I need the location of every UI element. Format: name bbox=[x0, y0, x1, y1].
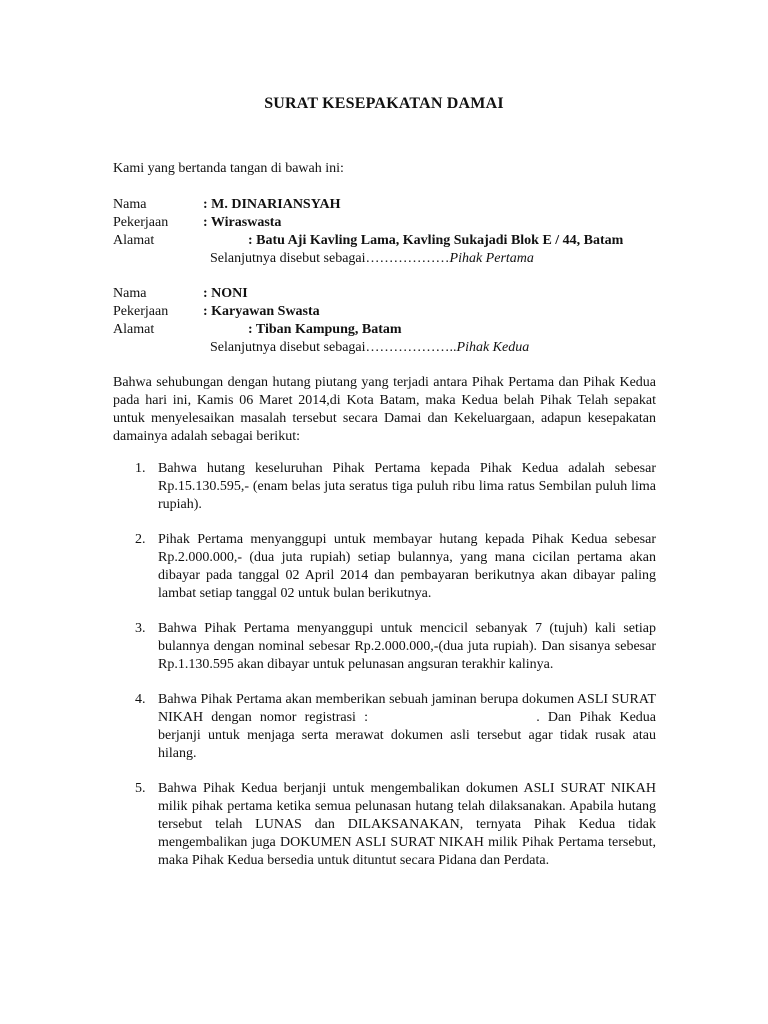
agreement-paragraph: Bahwa sehubungan dengan hutang piutang yang terjadi antara Pihak Pertama dan Pihak Kedua pada hari ini, Kamis 06 Maret 2014,di Kota Batam, maka Kedua belah Pihak Telah sepakat untuk menyelesaikan masalah tersebut secara Damai dan Kekeluargaan, adapun kesepakatan damainya adalah sebagai berikut: bbox=[113, 375, 656, 444]
party-second-block bbox=[113, 285, 673, 357]
party-second-address: : Tiban Kampung, Batam bbox=[248, 322, 402, 337]
party-second-job: : Karyawan Swasta bbox=[203, 304, 320, 319]
alias-text: Selanjutnya disebut sebagai……………….. bbox=[210, 340, 457, 355]
list-item-number: 1. bbox=[135, 461, 146, 476]
party-first-job-row bbox=[113, 214, 673, 232]
alias-role: Pihak Kedua bbox=[456, 340, 530, 355]
address-label: Alamat bbox=[113, 233, 155, 248]
list-item-number: 2. bbox=[135, 532, 146, 547]
job-label: Pekerjaan bbox=[113, 215, 169, 230]
party-first-name-row bbox=[113, 196, 673, 214]
list-item bbox=[113, 460, 656, 514]
party-second-alias bbox=[210, 339, 529, 357]
party-second-address-row bbox=[113, 321, 673, 339]
alias-role: Pihak Pertama bbox=[449, 251, 534, 266]
intro-line: Kami yang bertanda tangan di bawah ini: bbox=[113, 161, 344, 176]
list-item-number: 3. bbox=[135, 621, 146, 636]
agreement-list bbox=[113, 460, 656, 870]
list-item bbox=[113, 780, 656, 870]
list-item bbox=[113, 531, 656, 603]
party-first-alias bbox=[210, 250, 534, 268]
job-label: Pekerjaan bbox=[113, 304, 169, 319]
party-second-name: : NONI bbox=[203, 286, 248, 301]
party-first-name: : M. DINARIANSYAH bbox=[203, 197, 341, 212]
party-second-name-row bbox=[113, 285, 673, 303]
list-item-text: Bahwa hutang keseluruhan Pihak Pertama kepada Pihak Kedua adalah sebesar Rp.15.130.595,- (enam belas juta seratus tiga puluh ribu lima ratus Sembilan puluh lima rupiah). bbox=[158, 461, 656, 512]
party-second-job-row bbox=[113, 303, 673, 321]
list-item bbox=[113, 620, 656, 674]
party-first-alias-row bbox=[113, 250, 673, 268]
list-item-text: Pihak Pertama menyanggupi untuk membayar hutang kepada Pihak Kedua sebesar Rp.2.000.000,- (dua juta rupiah) setiap bulannya, yang mana cicilan pertama akan dibayar pada tanggal 02 April 2014 dan pembayaran berikutnya akan dibayar paling lambat setiap tanggal 02 untuk bulan berikutnya. bbox=[158, 532, 656, 601]
list-item-text-continued: . Dan Pihak Kedua berjanji untuk menjaga serta merawat dokumen asli tersebut agar tidak rusak atau hilang. bbox=[158, 710, 656, 761]
list-item-text: Bahwa Pihak Pertama akan memberikan sebuah jaminan berupa dokumen ASLI SURAT NIKAH dengan nomor registrasi : bbox=[158, 692, 656, 725]
name-label: Nama bbox=[113, 286, 147, 301]
party-first-job: : Wiraswasta bbox=[203, 215, 282, 230]
list-item-number: 5. bbox=[135, 781, 146, 796]
list-item-number: 4. bbox=[135, 692, 146, 707]
party-first-address-row bbox=[113, 232, 673, 250]
party-first-block bbox=[113, 196, 673, 268]
alias-text: Selanjutnya disebut sebagai……………… bbox=[210, 251, 450, 266]
party-first-address: : Batu Aji Kavling Lama, Kavling Sukajadi Blok E / 44, Batam bbox=[248, 233, 624, 248]
list-item bbox=[113, 691, 656, 763]
name-label: Nama bbox=[113, 197, 147, 212]
address-label: Alamat bbox=[113, 322, 155, 337]
party-second-alias-row bbox=[113, 339, 673, 357]
list-item-text: Bahwa Pihak Kedua berjanji untuk mengembalikan dokumen ASLI SURAT NIKAH milik pihak pertama ketika semua pelunasan hutang telah dilaksanakan. Apabila hutang tersebut telah LUNAS dan DILAKSANAKAN, ternyata Pihak Kedua tidak mengembalikan juga DOKUMEN ASLI SURAT NIKAH milik Pihak Pertama tersebut, maka Pihak Kedua bersedia untuk dituntut secara Pidana dan Perdata. bbox=[158, 781, 656, 868]
document-title: SURAT KESEPAKATAN DAMAI bbox=[264, 95, 504, 112]
list-item-text: Bahwa Pihak Pertama menyanggupi untuk mencicil sebanyak 7 (tujuh) kali setiap bulannya dengan nominal sebesar Rp.2.000.000,-(dua juta rupiah). Dan sisanya sebesar Rp.1.130.595 akan dibayar untuk pelunasan angsuran terakhir kalinya. bbox=[158, 621, 656, 672]
